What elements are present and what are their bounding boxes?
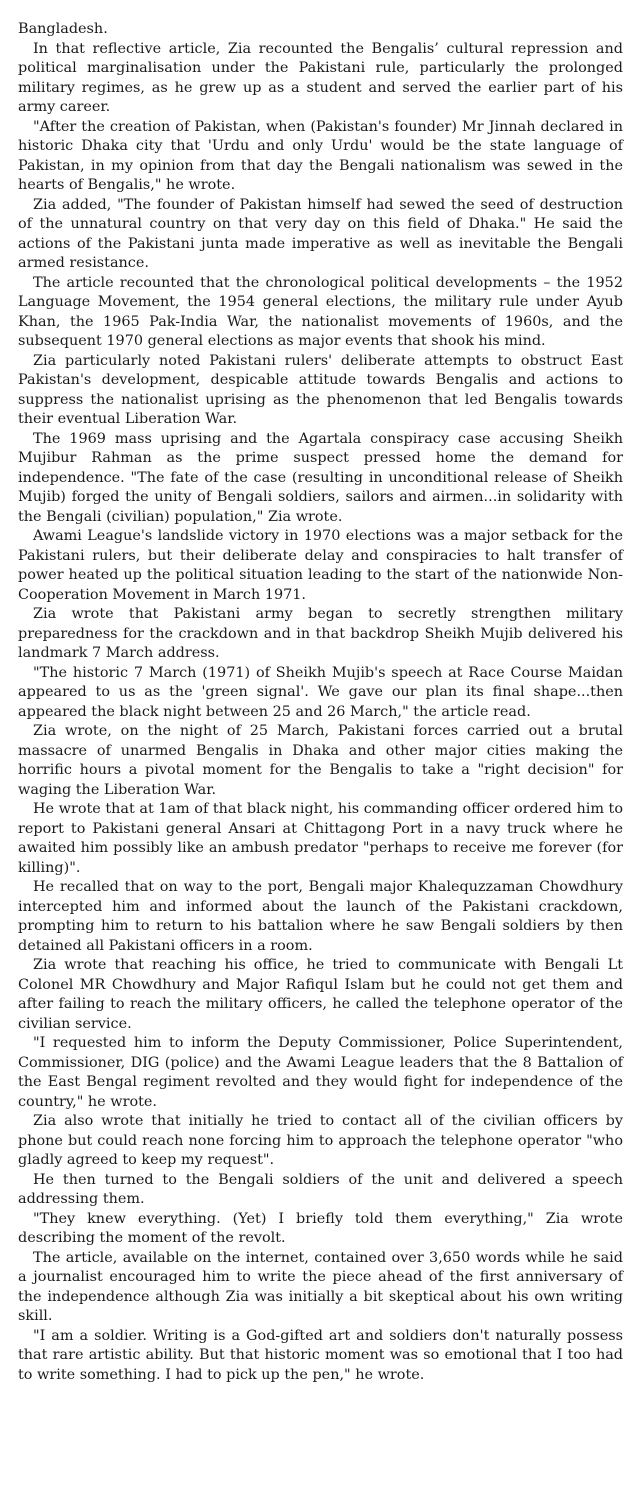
paragraph: He then turned to the Bengali soldiers of the unit and delivered a speech addressing them.: [18, 1171, 623, 1207]
paragraph: Zia wrote, on the night of 25 March, Pakistani forces carried out a brutal massacre of unarmed Bengalis in Dhaka and other major cities making the horrific hours a pivotal moment for the Bengalis to take a "right decision" for waging the Liberation War.: [18, 723, 623, 798]
paragraph: The article recounted that the chronological political developments – the 1952 Language Movement, the 1954 general elections, the military rule under Ayub Khan, the 1965 Pak-India War, the nationalist movements of 1960s, and the subsequent 1970 general elections as major events that shook his mind.: [18, 274, 623, 349]
paragraph: "The historic 7 March (1971) of Sheikh Mujib's speech at Race Course Maidan appeared to us as the 'green signal'. We gave our plan its final shape...then appeared the black night between 25 and 26 March," the article read.: [18, 664, 623, 720]
paragraph-continuation: Bangladesh.: [18, 21, 108, 37]
paragraph: Zia particularly noted Pakistani rulers' deliberate attempts to obstruct East Pakistan's development, despicable attitude towards Bengalis and actions to suppress the nationalist uprising as the phenomenon that led Bengalis towards their eventual Liberation War.: [18, 352, 623, 427]
paragraph: "After the creation of Pakistan, when (Pakistan's founder) Mr Jinnah declared in historic Dhaka city that 'Urdu and only Urdu' would be the state language of Pakistan, in my opinion from that day the Bengali nationalism was sewed in the hearts of Bengalis," he wrote.: [18, 118, 623, 193]
paragraph: Awami League's landslide victory in 1970 elections was a major setback for the Pakistani rulers, but their deliberate delay and conspiracies to halt transfer of power heated up the political situation leading to the start of the nationwide Non-Cooperation Movement in March 1971.: [18, 528, 623, 603]
paragraph: "I requested him to inform the Deputy Commissioner, Police Superintendent, Commissioner, DIG (police) and the Awami League leaders that the 8 Battalion of the East Bengal regiment revolted and they would fight for independence of the country," he wrote.: [18, 1035, 623, 1110]
paragraph: Zia also wrote that initially he tried to contact all of the civilian officers by phone but could reach none forcing him to approach the telephone operator "who gladly agreed to keep my request".: [18, 1113, 623, 1168]
paragraph: He recalled that on way to the port, Bengali major Khalequzzaman Chowdhury intercepted him and informed about the launch of the Pakistani crackdown, prompting him to return to his battalion where he saw Bengali soldiers by then detained all Pakistani officers in a room.: [18, 879, 623, 954]
paragraph: Zia wrote that Pakistani army began to secretly strengthen military preparedness for the crackdown and in that backdrop Sheikh Mujib delivered his landmark 7 March address.: [18, 606, 623, 661]
paragraph: Zia wrote that reaching his office, he tried to communicate with Bengali Lt Colonel MR Chowdhury and Major Rafiqul Islam but he could not get them and after failing to reach the military officers, he called the telephone operator of the civilian service.: [18, 957, 623, 1032]
paragraph: Zia added, "The founder of Pakistan himself had sewed the seed of destruction of the unnatural country on that very day on this field of Dhaka." He said the actions of the Pakistani junta made imperative as well as inevitable the Bengali armed resistance.: [18, 196, 623, 271]
paragraph: He wrote that at 1am of that black night, his commanding officer ordered him to report to Pakistani general Ansari at Chittagong Port in a navy truck where he awaited him possibly like an ambush predator "perhaps to receive me forever (for killing)".: [18, 801, 623, 876]
paragraph: The 1969 mass uprising and the Agartala conspiracy case accusing Sheikh Mujibur Rahman as the prime suspect pressed home the demand for independence. "The fate of the case (resulting in unconditional release of Sheikh Mujib) forged the unity of Bengali soldiers, sailors and airmen...in solidarity with the Bengali (civilian) population," Zia wrote.: [18, 430, 623, 525]
paragraph: In that reflective article, Zia recounted the Bengalis’ cultural repression and political marginalisation under the Pakistani rule, particularly the prolonged military regimes, as he grew up as a student and served the earlier part of his army career.: [18, 40, 623, 115]
paragraph: "I am a soldier. Writing is a God-gifted art and soldiers don't naturally possess that rare artistic ability. But that historic moment was so emotional that I too had to write something. I had to pick up the pen," he wrote.: [18, 1327, 623, 1383]
paragraph: "They knew everything. (Yet) I briefly told them everything," Zia wrote describing the moment of the revolt.: [18, 1210, 623, 1246]
paragraph: The article, available on the internet, contained over 3,650 words while he said a journalist encouraged him to write the piece ahead of the first anniversary of the independence although Zia was initially a bit skeptical about his own writing skill.: [18, 1249, 623, 1324]
